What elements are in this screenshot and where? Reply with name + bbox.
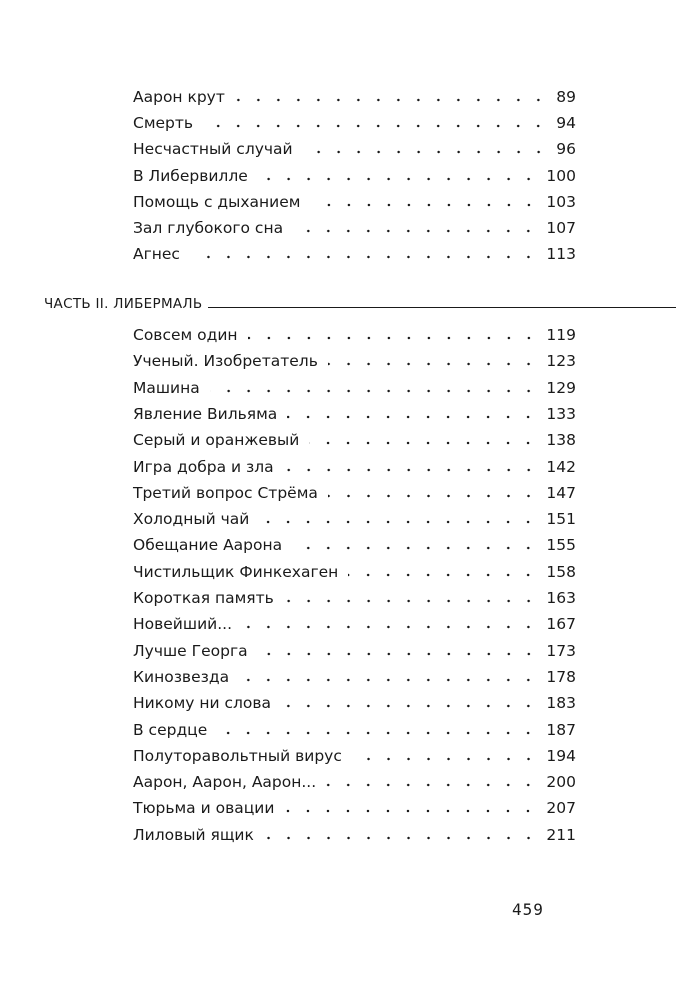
toc-entry-title: Полуторавольтный вирус [133,746,342,765]
toc-entry [133,211,576,237]
toc-entry-title: Кинозвезда [133,667,230,686]
toc-entry-page: 89 [556,88,576,106]
toc-entry-page: 151 [546,510,576,529]
toc-entry-page: 142 [546,457,576,476]
dot-leader [258,177,539,181]
dot-leader [293,229,538,233]
dot-leader [190,255,538,259]
page-number: 459 [512,900,544,919]
dot-leader [311,203,539,207]
toc-entry [133,159,576,185]
toc-entry [133,634,576,660]
toc-entry-page: 158 [546,562,576,581]
toc-entry-title: Смерть [133,114,194,133]
toc-entry-page: 194 [546,746,576,765]
toc-entry-page: 211 [546,825,576,844]
toc-entry-page: 178 [546,667,576,686]
dot-leader [352,757,539,761]
dot-leader [284,468,539,472]
toc-entry [133,371,576,397]
toc-entry [133,555,576,581]
toc-entry [133,344,576,370]
toc-entry-title: В сердце [133,720,208,739]
toc-entry [133,106,576,132]
toc-entry-title: Лиловый ящик [133,825,254,844]
dot-leader [248,336,539,340]
dot-leader [287,415,538,419]
toc-entry [133,818,576,844]
dot-leader [326,783,538,787]
dot-leader [239,678,538,682]
toc-entry-page: 173 [546,641,576,660]
toc-entry-title: Обещание Аарона [133,536,283,555]
toc-entry-page: 133 [546,404,576,423]
toc-entry-title: Тюрьма и овации [133,799,275,818]
toc-entry [133,765,576,791]
toc-entry [133,423,576,449]
toc-entry-title: Короткая память [133,589,274,607]
toc-entry-page: 96 [556,140,576,159]
toc-entry-title: Машина [133,378,200,397]
toc-entry [133,660,576,686]
toc-entry [133,791,576,817]
toc-entry [133,397,576,423]
toc-entry-page: 167 [546,615,576,634]
dot-leader [203,124,548,128]
toc-entry-page: 107 [546,219,576,237]
toc-entry-page: 183 [546,694,576,713]
dot-leader [258,652,539,656]
toc-entry-title: Агнес [133,245,180,264]
toc-entry-page: 129 [546,378,576,397]
toc-entry-page: 123 [546,352,576,371]
toc-entry [133,713,576,739]
toc-entry [133,502,576,528]
toc-entry-page: 119 [546,326,576,344]
dot-leader [303,150,549,154]
toc-entry-title: Игра добра и зла [133,457,274,476]
toc-entry [133,476,576,502]
toc-entry [133,528,576,554]
toc-entry-page: 155 [546,536,576,555]
toc-entry-title: Аарон крут [133,88,225,106]
toc-entry-title: В Либервилле [133,166,248,185]
toc-entry-page: 187 [546,720,576,739]
toc-entry [133,581,576,607]
toc-entry [133,237,576,263]
toc-entry [133,80,576,106]
toc-entry-title: Чистильщик Финкехаген [133,562,339,581]
toc-entry-title: Серый и оранжевый [133,431,300,450]
toc-entry [133,607,576,633]
toc-entry-title: Новейший... [133,615,232,634]
dot-leader [242,625,538,629]
toc-entry [133,318,576,344]
toc-entry [133,739,576,765]
dot-leader [328,362,539,366]
dot-leader [217,731,538,735]
part-heading-title: ЧАСТЬ II. ЛИБЕРМАЛЬ [44,296,203,312]
toc-entry-title: Аарон, Аарон, Аарон... [133,773,317,792]
dot-leader [264,836,539,840]
dot-leader [348,573,538,577]
toc-entry-title: Совсем один [133,326,238,344]
dot-leader [281,704,538,708]
toc-entry-page: 100 [546,166,576,185]
dot-leader [328,494,539,498]
toc-entry-title: Никому ни слова [133,694,272,713]
dot-leader [259,520,538,524]
toc-entry [133,450,576,476]
dot-leader [235,98,548,102]
toc-entry-page: 163 [546,589,576,607]
toc-entry [133,686,576,712]
dot-leader [284,599,539,603]
dot-leader [292,546,538,550]
toc-entry-page: 138 [546,431,576,450]
part-heading-rule [208,307,676,308]
toc-entry [133,185,576,211]
toc-entry-title: Помощь с дыханием [133,192,301,211]
toc-entry-title: Холодный чай [133,510,250,529]
toc-entry-page: 200 [546,773,576,792]
toc-entry-page: 94 [556,114,576,133]
toc-entry-page: 103 [546,192,576,211]
toc-entry-page: 207 [546,799,576,818]
part-heading [44,292,676,312]
dot-leader [309,441,538,445]
toc-entry-title: Зал глубокого сна [133,219,284,237]
toc-entry-title: Явление Вильяма [133,404,278,423]
toc-entry-page: 147 [546,483,576,502]
toc-entry-title: Несчастный случай [133,140,293,159]
toc-entry-page: 113 [546,245,576,264]
toc-entry-title: Лучше Георга [133,641,248,660]
dot-leader [210,389,539,393]
toc-entry [133,132,576,158]
toc-entry-title: Ученый. Изобретатель [133,352,318,371]
toc-entry-title: Третий вопрос Стрёма [133,483,318,502]
dot-leader [284,809,538,813]
